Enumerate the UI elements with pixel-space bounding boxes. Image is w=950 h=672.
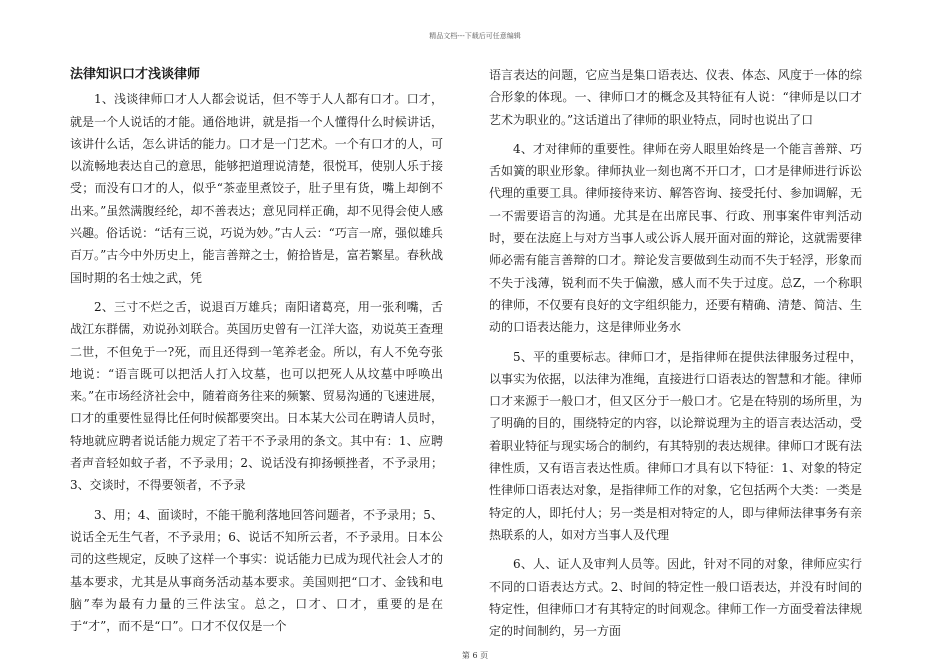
paragraph-continuation: 语言表达的问题，它应当是集口语表达、仪表、体态、风度于一体的综合形象的体现。一、律师口才的概念及其特征有人说：“律师是以口才艺术为职业的。”这话道出了律师的职业特点，同时也说出了口 bbox=[489, 68, 862, 127]
page-number: 第 6 页 bbox=[461, 651, 489, 660]
paragraph-5: 5、平的重要标志。律师口才，是指律师在提供法律服务过程中，以事实为依据，以法律为准绳，直接进行口语表达的智慧和才能。律师口才来源于一般口才，但又区分于一般口才。它是在特别的场所里，为了明确的目的，围绕特定的内容，以论辩说理为主的语言表达活动，受着职业特征与现实场合的制约，有其特别的表达规律。律师口才既有法律性质，又有语言表达性质。律师口才具有以下特征：1、对象的特定性律师口语表达对象，是指律师工作的对象，它包括两个大类：一类是特定的人，即托付人；另一类是相对特定的人，即与律师法律事务有亲热联系的人，如对方当事人及代理 bbox=[489, 349, 862, 542]
paragraph-4: 4、才对律师的重要性。律师在旁人眼里始终是一个能言善辩、巧舌如簧的职业形象。律师执业一刻也离不开口才，口才是律师进行诉讼代理的重要工具。律师接待来访、解答咨询、接受托付、参加调解，无一不需要语言的沟通。尤其是在出席民事、行政、刑事案件审判活动时，要在法庭上与对方当事人或公诉人展开面对面的辩论，这就需要律师必需有能言善辩的口才。辩论发言要做到生动而不失于轻浮，形象而不失于浅薄，锐利而不失于偏激，感人而不失于过度。总Z，一个称职的律师，不仅要有良好的文字组织能力，还要有精确、清楚、简洁、生动的口语表达能力，这是律师业务水 bbox=[489, 141, 862, 335]
left-column bbox=[70, 64, 443, 644]
paragraph-3: 3、用；4、面谈时，不能干脆利落地回答问题者，不予录用；5、说话全无生气者，不予录用；6、说话不知所云者，不予录用。日本公司的这些规定，反映了这样一个事实：说话能力已成为现代社会人才的基本要求，尤其是从事商务活动基本要求。美国则把“口才、金钱和电脑”奉为最有力量的三件法宝。总之，口才、口才，重要的是在于“才”，而不是“口”。口才不仅仅是一个 bbox=[70, 507, 443, 634]
paragraph-6: 6、人、证人及审判人员等。因此，针对不同的对象，律师应实行不同的口语表达方式。2、时间的特定性一般口语表达，并没有时间的特定性，但律师口才有其特定的时间观念。律师工作一方面受着法律规定的时间制约，另一方面 bbox=[489, 557, 862, 639]
paragraph-2: 2、三寸不烂之舌，说退百万雄兵；南阳诸葛亮，用一张利嘴，舌战江东群儒，劝说孙刘联合。英国历史曾有一江洋大盗，劝说英王查理二世，不但免于一?死，而且还得到一笔养老金。所以，有人不免夸张地说：“语言既可以把活人打入坟墓，也可以把死人从坟墓中呼唤出来。”在市场经济社会中，随着商务往来的频繁、贸易沟通的飞速进展，口才的重要性显得比任何时候都要突出。日本某大公司在聘请人员时，特地就应聘者说话能力规定了若干不予录用的条文。其中有：1、应聘者声音轻如蚊子者，不予录用；2、说话没有抑扬顿挫者，不予录用；3、交谈时，不得要领者，不予录 bbox=[70, 299, 443, 493]
page-header: 精品文档---下载后可任意编辑 bbox=[429, 32, 521, 40]
paragraph-1: 1、浅谈律师口才人人都会说话，但不等于人人都有口才。口才，就是一个人说话的才能。通俗地讲，就是指一个人懂得什么时候讲话，该讲什么话，怎么讲话的能力。口才是一门艺术。一个有口才的人，可以流畅地表达自己的意思，能够把道理说清楚，很悦耳，使别人乐于接受；而没有口才的人，似乎“茶壶里煮饺子，肚子里有货，嘴上却倒不出来。”虽然满腹经纶，却不善表达；意见同样正确，却不见得会使人感兴趣。俗话说：“话有三说，巧说为妙。”古人云：“巧言一席，强似雄兵百万。”古今中外历史上，能言善辩之士，俯拾皆是，富若繁星。春秋战国时期的名士烛之武，凭 bbox=[70, 92, 443, 285]
document-title: 法律知识口才浅谈律师 bbox=[70, 67, 201, 82]
right-column bbox=[489, 64, 862, 649]
